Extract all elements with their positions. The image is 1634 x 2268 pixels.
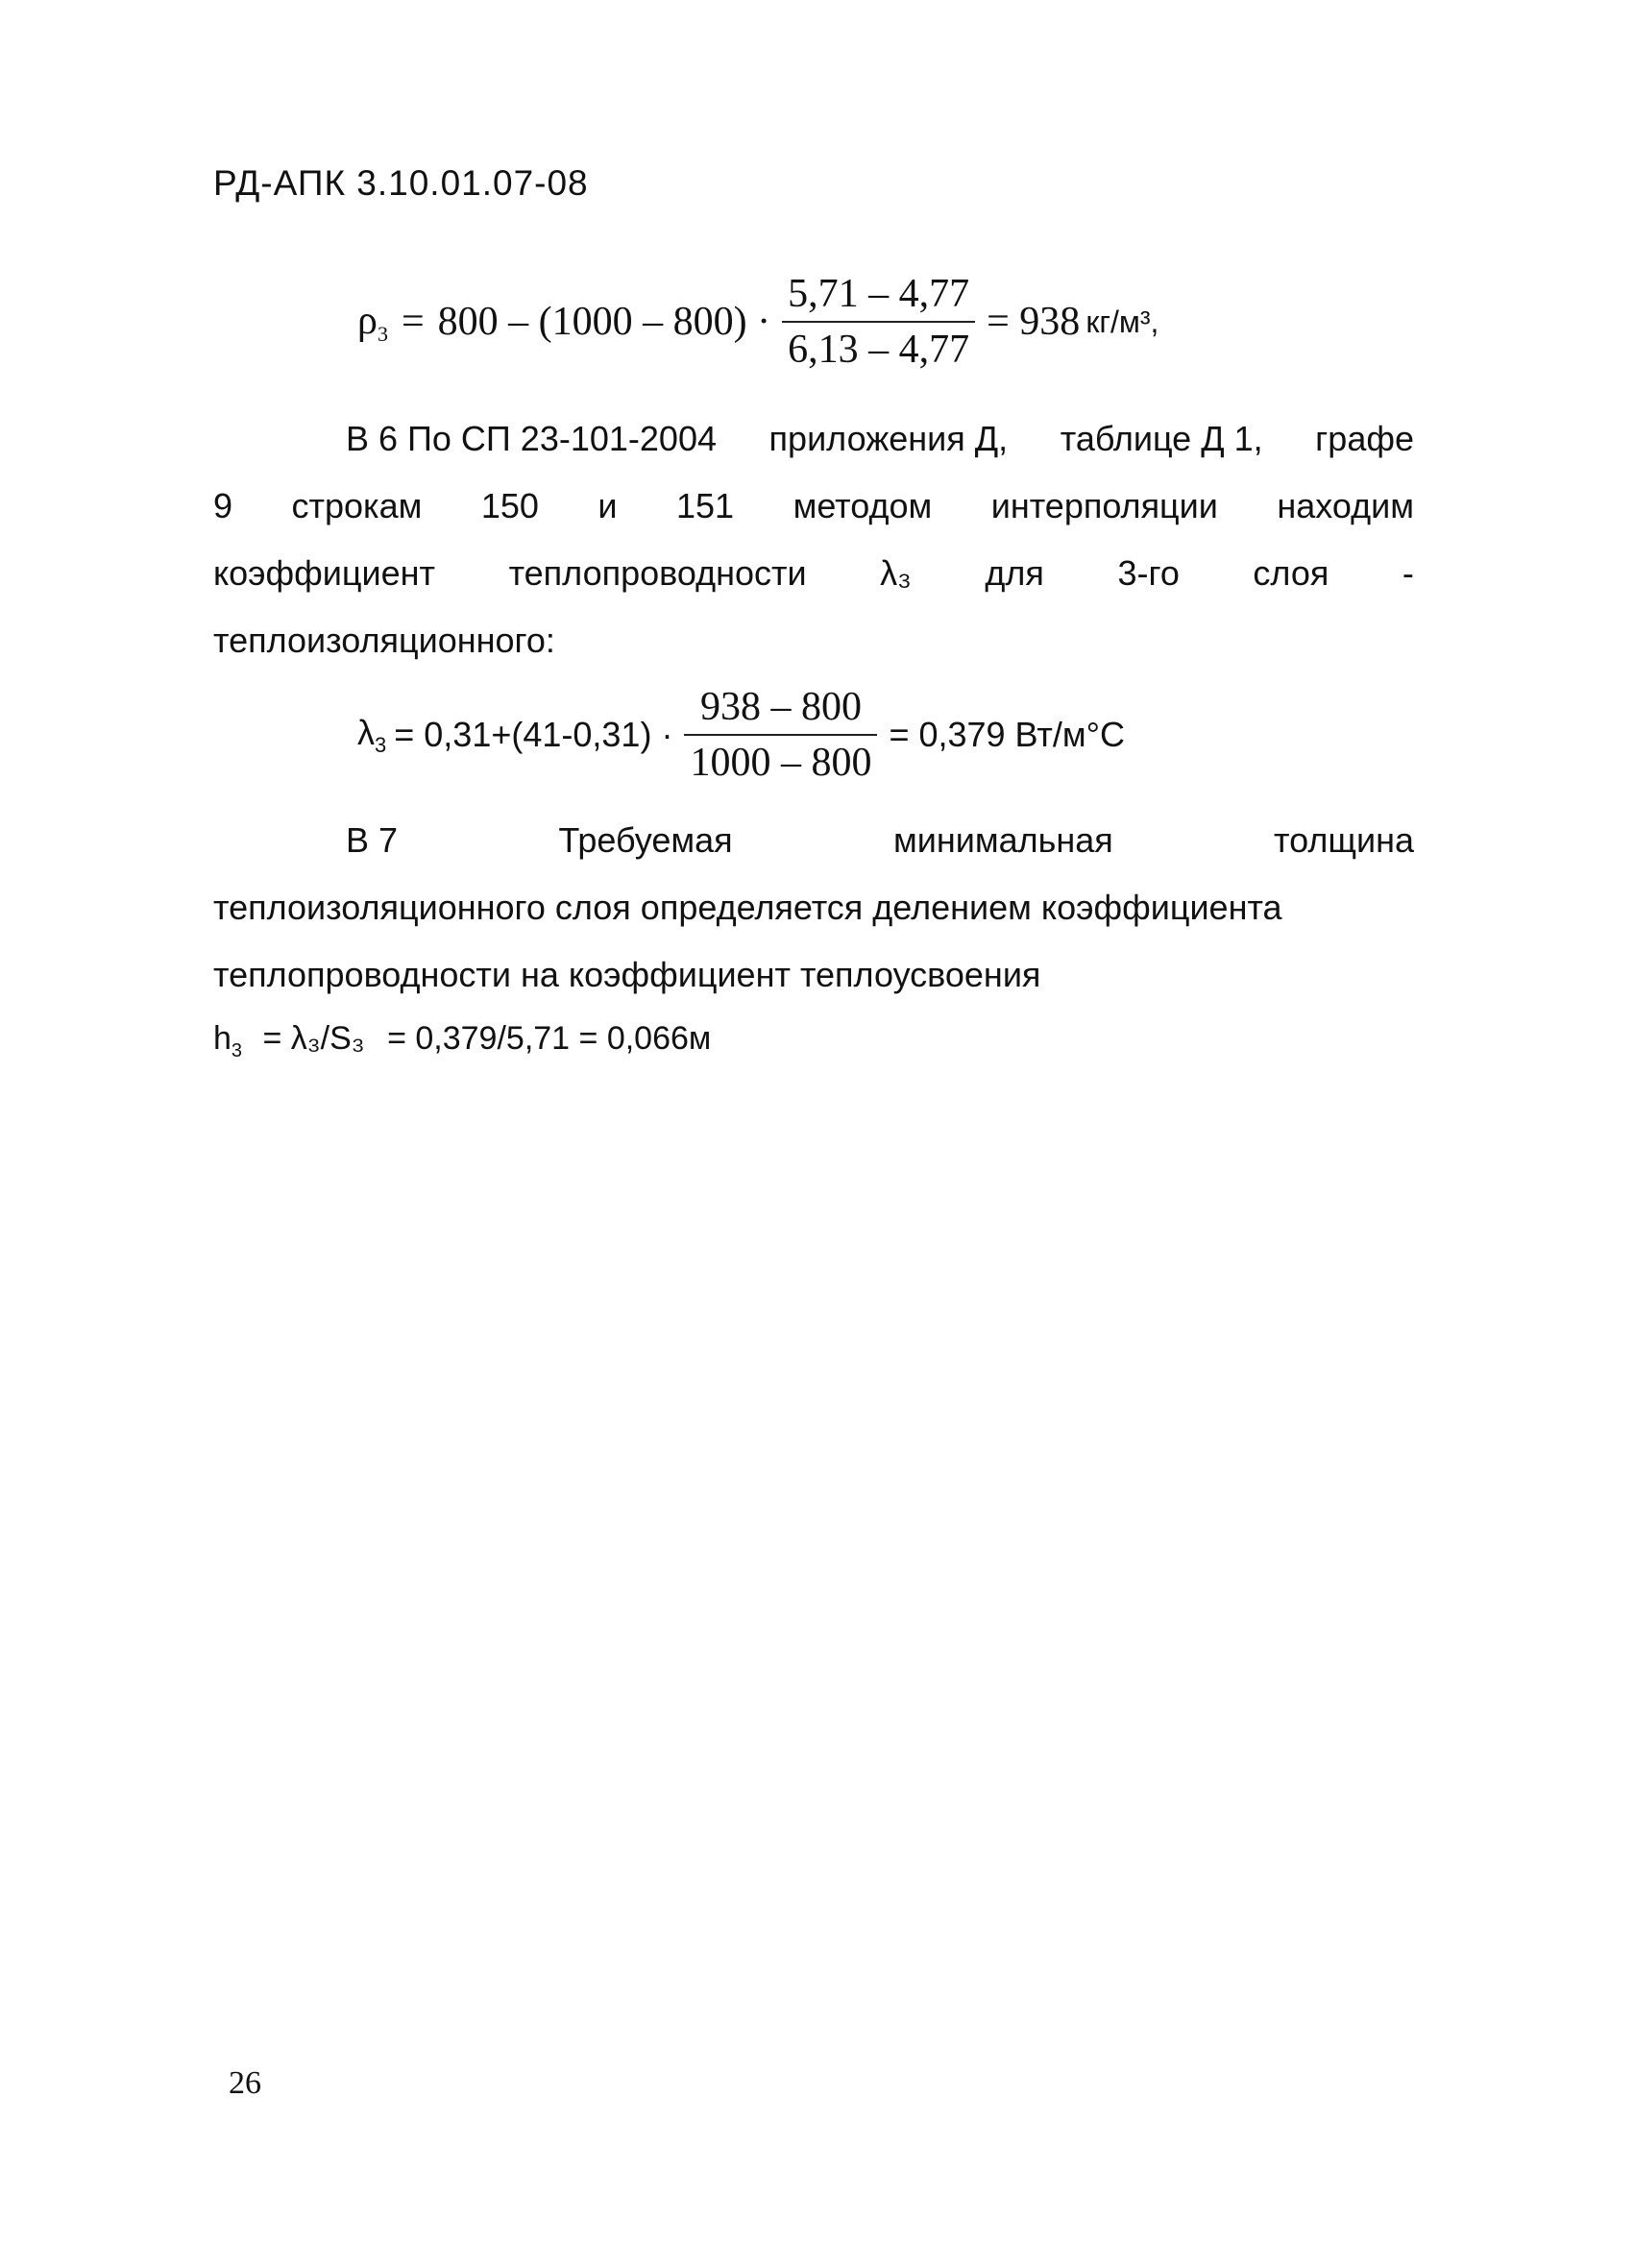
paragraph-b6-line3: коэффициент теплопроводности λ₃ для 3-го слоя - [213, 553, 1414, 593]
formula2-result: = 0,379 Вт/м°С [889, 715, 1126, 755]
page-number: 26 [229, 2065, 261, 2101]
conductivity-formula [357, 684, 1125, 787]
formula1-base: 800 – (1000 – 800) · [437, 300, 771, 345]
fraction-bar [782, 321, 975, 323]
formula3-mid: = λ₃/S₃ [262, 1020, 365, 1057]
density-formula [357, 271, 1158, 374]
paragraph-b6-line2: 9 строкам 150 и 151 методом интерполяции находим [213, 486, 1414, 525]
paragraph-b6 [213, 405, 1414, 674]
paragraph-b6-line4: теплоизоляционного: [213, 621, 555, 660]
document-code-header: РД-АПК 3.10.01.07-08 [213, 163, 589, 203]
formula1-denominator: 6,13 – 4,77 [788, 328, 970, 373]
formula3-lhs: $h_3$ [213, 1020, 243, 1061]
formula1-lhs: $\rho_3$ [357, 298, 388, 346]
formula1-equals: = [401, 300, 425, 345]
formula3-rest: = 0,379/5,71 = 0,066м [387, 1020, 712, 1057]
thickness-formula [213, 1020, 711, 1062]
formula2-denominator: 1000 – 800 [690, 741, 872, 786]
formula2-base: = 0,31+(41-0,31) · [394, 715, 673, 755]
formula2-fraction [684, 684, 877, 787]
formula1-numerator: 5,71 – 4,77 [788, 272, 970, 316]
paragraph-b7-line2: теплоизоляционного слоя определяется делением коэффициента [213, 888, 1282, 927]
formula2-numerator: 938 – 800 [699, 685, 862, 729]
paragraph-b7-line1: В 7 Требуемая минимальная толщина [346, 820, 1414, 860]
formula1-fraction [782, 271, 975, 374]
formula1-result: = 938 [987, 300, 1081, 345]
formula1-unit: кг/м³, [1085, 304, 1159, 339]
paragraph-b7-line3: теплопроводности на коэффициент теплоусвоения [213, 955, 1041, 994]
formula2-lhs: $\lambda_3$ [357, 712, 387, 757]
paragraph-b6-line1: В 6 По СП 23-101-2004 приложения Д, таблице Д 1, графе [346, 419, 1414, 458]
paragraph-b7 [213, 807, 1414, 1009]
fraction-bar [684, 734, 877, 736]
